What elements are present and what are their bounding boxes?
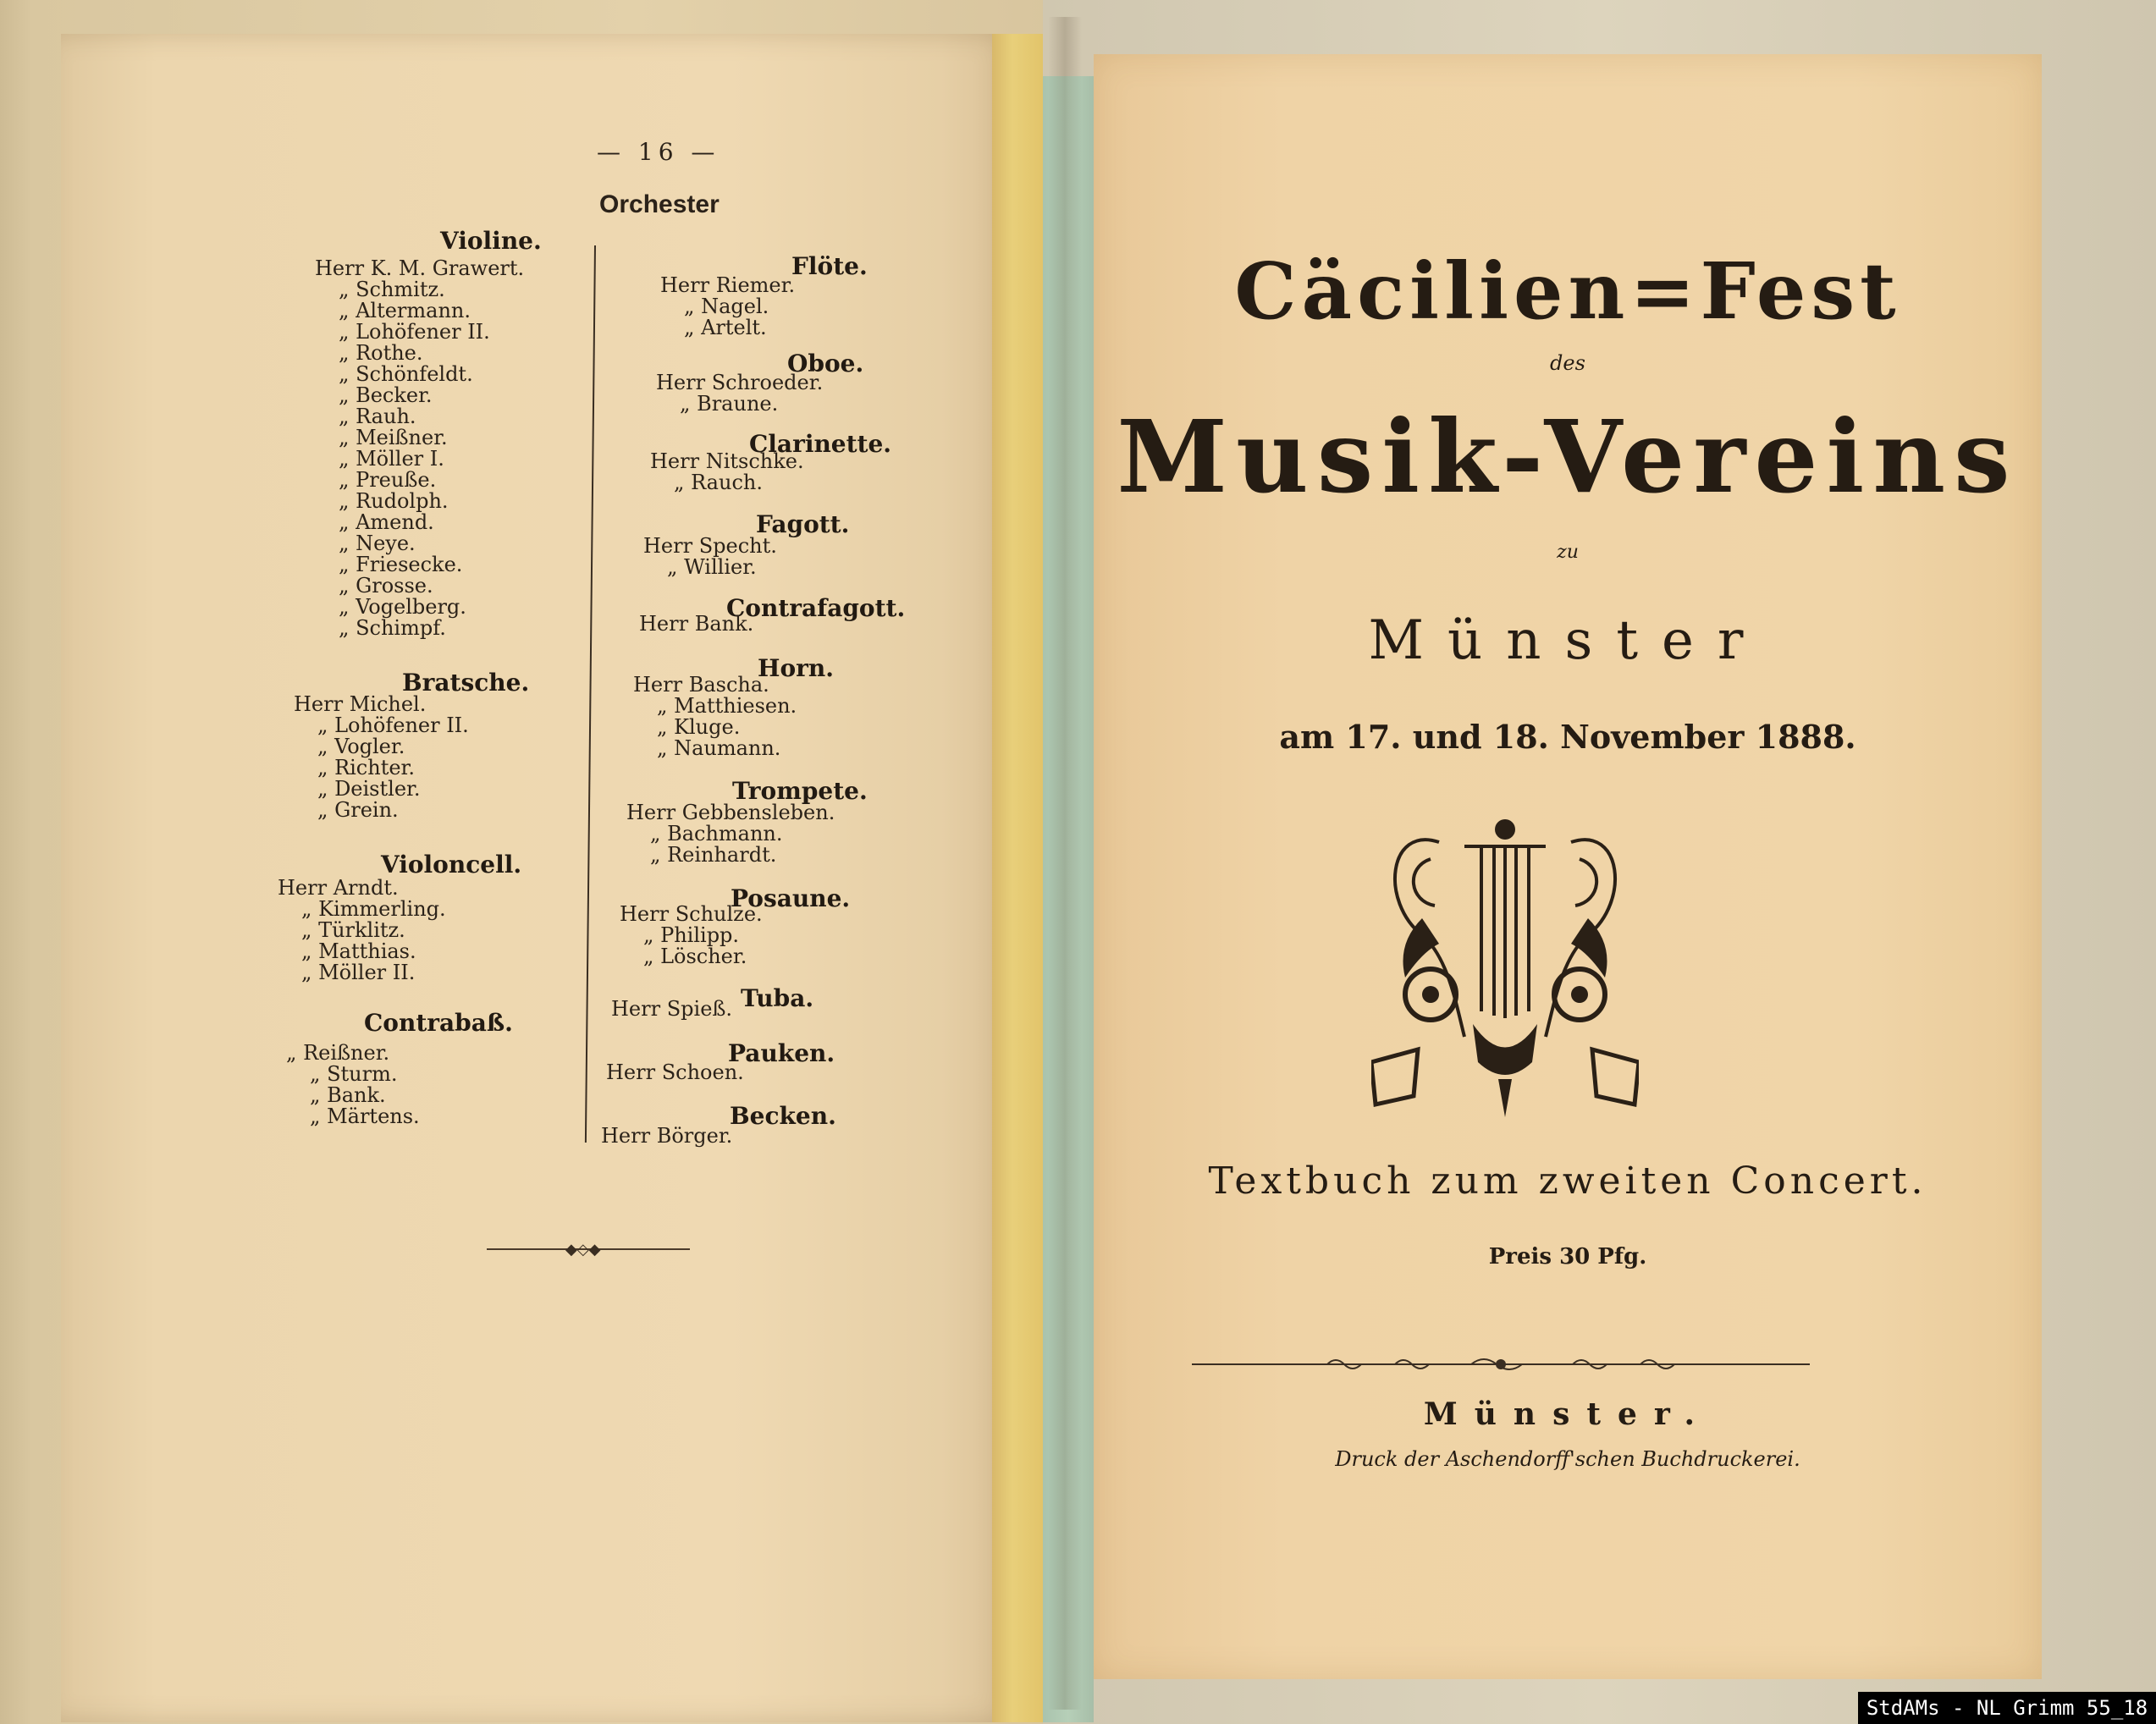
- word-des: des: [1550, 351, 1585, 375]
- section-heading-violine: Violine.: [440, 227, 542, 255]
- contrafagott-list: [639, 614, 753, 635]
- musician-name: „ Friesecke.: [339, 553, 463, 576]
- lyre-ornament-icon: [1371, 808, 1639, 1121]
- musician-name: „ Artelt.: [684, 316, 767, 339]
- musician-name: „ Rothe.: [339, 341, 423, 365]
- section-heading-contrabass: Contrabaß.: [364, 1009, 513, 1037]
- musician-name: „ Matthias.: [301, 939, 416, 963]
- becken-list: [601, 1126, 732, 1147]
- posaune-list: [620, 904, 763, 967]
- fagott-list: [643, 536, 777, 578]
- violine-list: [315, 258, 524, 639]
- price-label: Preis 30 Pfg.: [1488, 1244, 1647, 1270]
- musician-name: Herr Gebbensleben.: [626, 801, 835, 824]
- section-heading-violoncell: Violoncell.: [381, 851, 522, 879]
- musician-name: „ Märtens.: [310, 1104, 420, 1128]
- musician-name: „ Schmitz.: [339, 278, 445, 301]
- bratsche-list: [294, 694, 469, 821]
- section-heading-contrafagott: Contrafagott.: [726, 594, 906, 622]
- musician-name: „ Philipp.: [643, 923, 740, 947]
- musician-name: „ Bank.: [310, 1083, 386, 1107]
- ornamental-divider-icon: [1192, 1354, 1810, 1374]
- tuba-list: [611, 999, 732, 1020]
- subtitle-textbuch: Textbuch zum zweiten Concert.: [1208, 1159, 1927, 1203]
- musician-name: „ Braune.: [680, 392, 779, 416]
- musician-name: „ Reinhardt.: [650, 843, 777, 867]
- musician-name: „ Richter.: [317, 756, 416, 779]
- section-heading-trompete: Trompete.: [732, 777, 868, 805]
- pauken-list: [606, 1062, 744, 1083]
- musician-name: „ Schimpf.: [339, 616, 446, 640]
- musician-name: „ Kluge.: [657, 715, 741, 739]
- contrabass-list: [286, 1043, 420, 1127]
- musician-name: „ Rudolph.: [339, 489, 449, 513]
- musician-name: Herr Börger.: [601, 1124, 733, 1148]
- musician-name: „ Matthiesen.: [657, 694, 797, 718]
- musician-name: „ Altermann.: [339, 299, 471, 322]
- section-heading-fagott: Fagott.: [756, 510, 850, 538]
- section-heading-floete: Flöte.: [791, 252, 868, 280]
- gutter-shadow: [1048, 17, 1082, 1710]
- horn-list: [633, 675, 797, 759]
- event-date: am 17. und 18. November 1888.: [1279, 718, 1856, 756]
- left-page-paper: [61, 34, 1017, 1722]
- musician-name: „ Vogelberg.: [339, 595, 466, 619]
- musician-name: „ Sturm.: [310, 1062, 398, 1086]
- musician-name: „ Vogler.: [317, 735, 405, 758]
- trompete-list: [626, 802, 835, 866]
- section-heading-tuba: Tuba.: [741, 984, 814, 1012]
- section-heading-posaune: Posaune.: [731, 884, 851, 912]
- rule-ornament: ◆◇◆: [565, 1241, 601, 1259]
- musician-name: „ Amend.: [339, 510, 434, 534]
- section-heading-clarinette: Clarinette.: [749, 430, 892, 458]
- imprint-city: Münster.: [1423, 1396, 1712, 1432]
- city-muenster: Münster: [1368, 609, 1767, 672]
- yellow-page-edge: [992, 34, 1043, 1722]
- word-zu: zu: [1557, 542, 1579, 563]
- musician-name: „ Kimmerling.: [301, 897, 446, 921]
- musician-name: Herr Schoen.: [606, 1060, 744, 1084]
- musician-name: „ Meißner.: [339, 426, 448, 449]
- violoncell-list: [278, 878, 446, 983]
- musician-name: „ Preuße.: [339, 468, 437, 492]
- clarinette-list: [650, 451, 804, 493]
- musician-name: „ Naumann.: [657, 736, 781, 760]
- musician-name: Herr Schulze.: [620, 902, 763, 926]
- musician-name: „ Schönfeldt.: [339, 362, 473, 386]
- musician-name: „ Grosse.: [339, 574, 433, 598]
- musician-name: „ Reißner.: [286, 1041, 390, 1065]
- archive-caption: StdAMs - NL Grimm 55_18: [1858, 1692, 2156, 1724]
- musician-name: Herr Bank.: [639, 612, 754, 636]
- section-heading-bratsche: Bratsche.: [402, 669, 530, 697]
- musician-name: Herr Arndt.: [278, 876, 399, 900]
- title-caecilien-fest: Cäcilien=Fest: [1234, 245, 1901, 337]
- section-heading-oboe: Oboe.: [787, 350, 864, 377]
- musician-name: „ Rauch.: [674, 471, 763, 494]
- section-heading-pauken: Pauken.: [728, 1039, 835, 1067]
- musician-name: Herr Schroeder.: [656, 371, 824, 394]
- musician-name: Herr Bascha.: [633, 673, 769, 697]
- musician-name: Herr Michel.: [294, 692, 427, 716]
- musician-name: „ Möller II.: [301, 961, 416, 984]
- musician-name: „ Nagel.: [684, 295, 769, 318]
- musician-name: „ Löscher.: [643, 945, 747, 968]
- printer-imprint: Druck der Aschendorff'schen Buchdruckerei.: [1335, 1447, 1800, 1471]
- orchestra-title: Orchester: [599, 190, 720, 218]
- section-heading-becken: Becken.: [730, 1102, 836, 1130]
- musician-name: „ Lohöfener II.: [317, 713, 469, 737]
- section-heading-horn: Horn.: [758, 654, 834, 682]
- musician-name: „ Willier.: [667, 555, 757, 579]
- floete-list: [660, 275, 795, 339]
- musician-name: „ Möller I.: [339, 447, 444, 471]
- musician-name: „ Grein.: [317, 798, 399, 822]
- musician-name: „ Türklitz.: [301, 918, 405, 942]
- page-number: — 16 —: [597, 138, 720, 166]
- musician-name: „ Deistler.: [317, 777, 421, 801]
- musician-name: „ Rauh.: [339, 405, 416, 428]
- musician-name: „ Lohöfener II.: [339, 320, 490, 344]
- musician-name: Herr Riemer.: [660, 273, 796, 297]
- musician-name: Herr K. M. Grawert.: [315, 256, 525, 280]
- title-musik-vereins: Musik-Vereins: [1117, 398, 2019, 515]
- musician-name: Herr Specht.: [643, 534, 777, 558]
- musician-name: „ Neye.: [339, 532, 416, 555]
- oboe-list: [656, 372, 823, 415]
- musician-name: Herr Spieß.: [611, 997, 733, 1021]
- musician-name: „ Becker.: [339, 383, 433, 407]
- musician-name: „ Bachmann.: [650, 822, 783, 845]
- musician-name: Herr Nitschke.: [650, 449, 804, 473]
